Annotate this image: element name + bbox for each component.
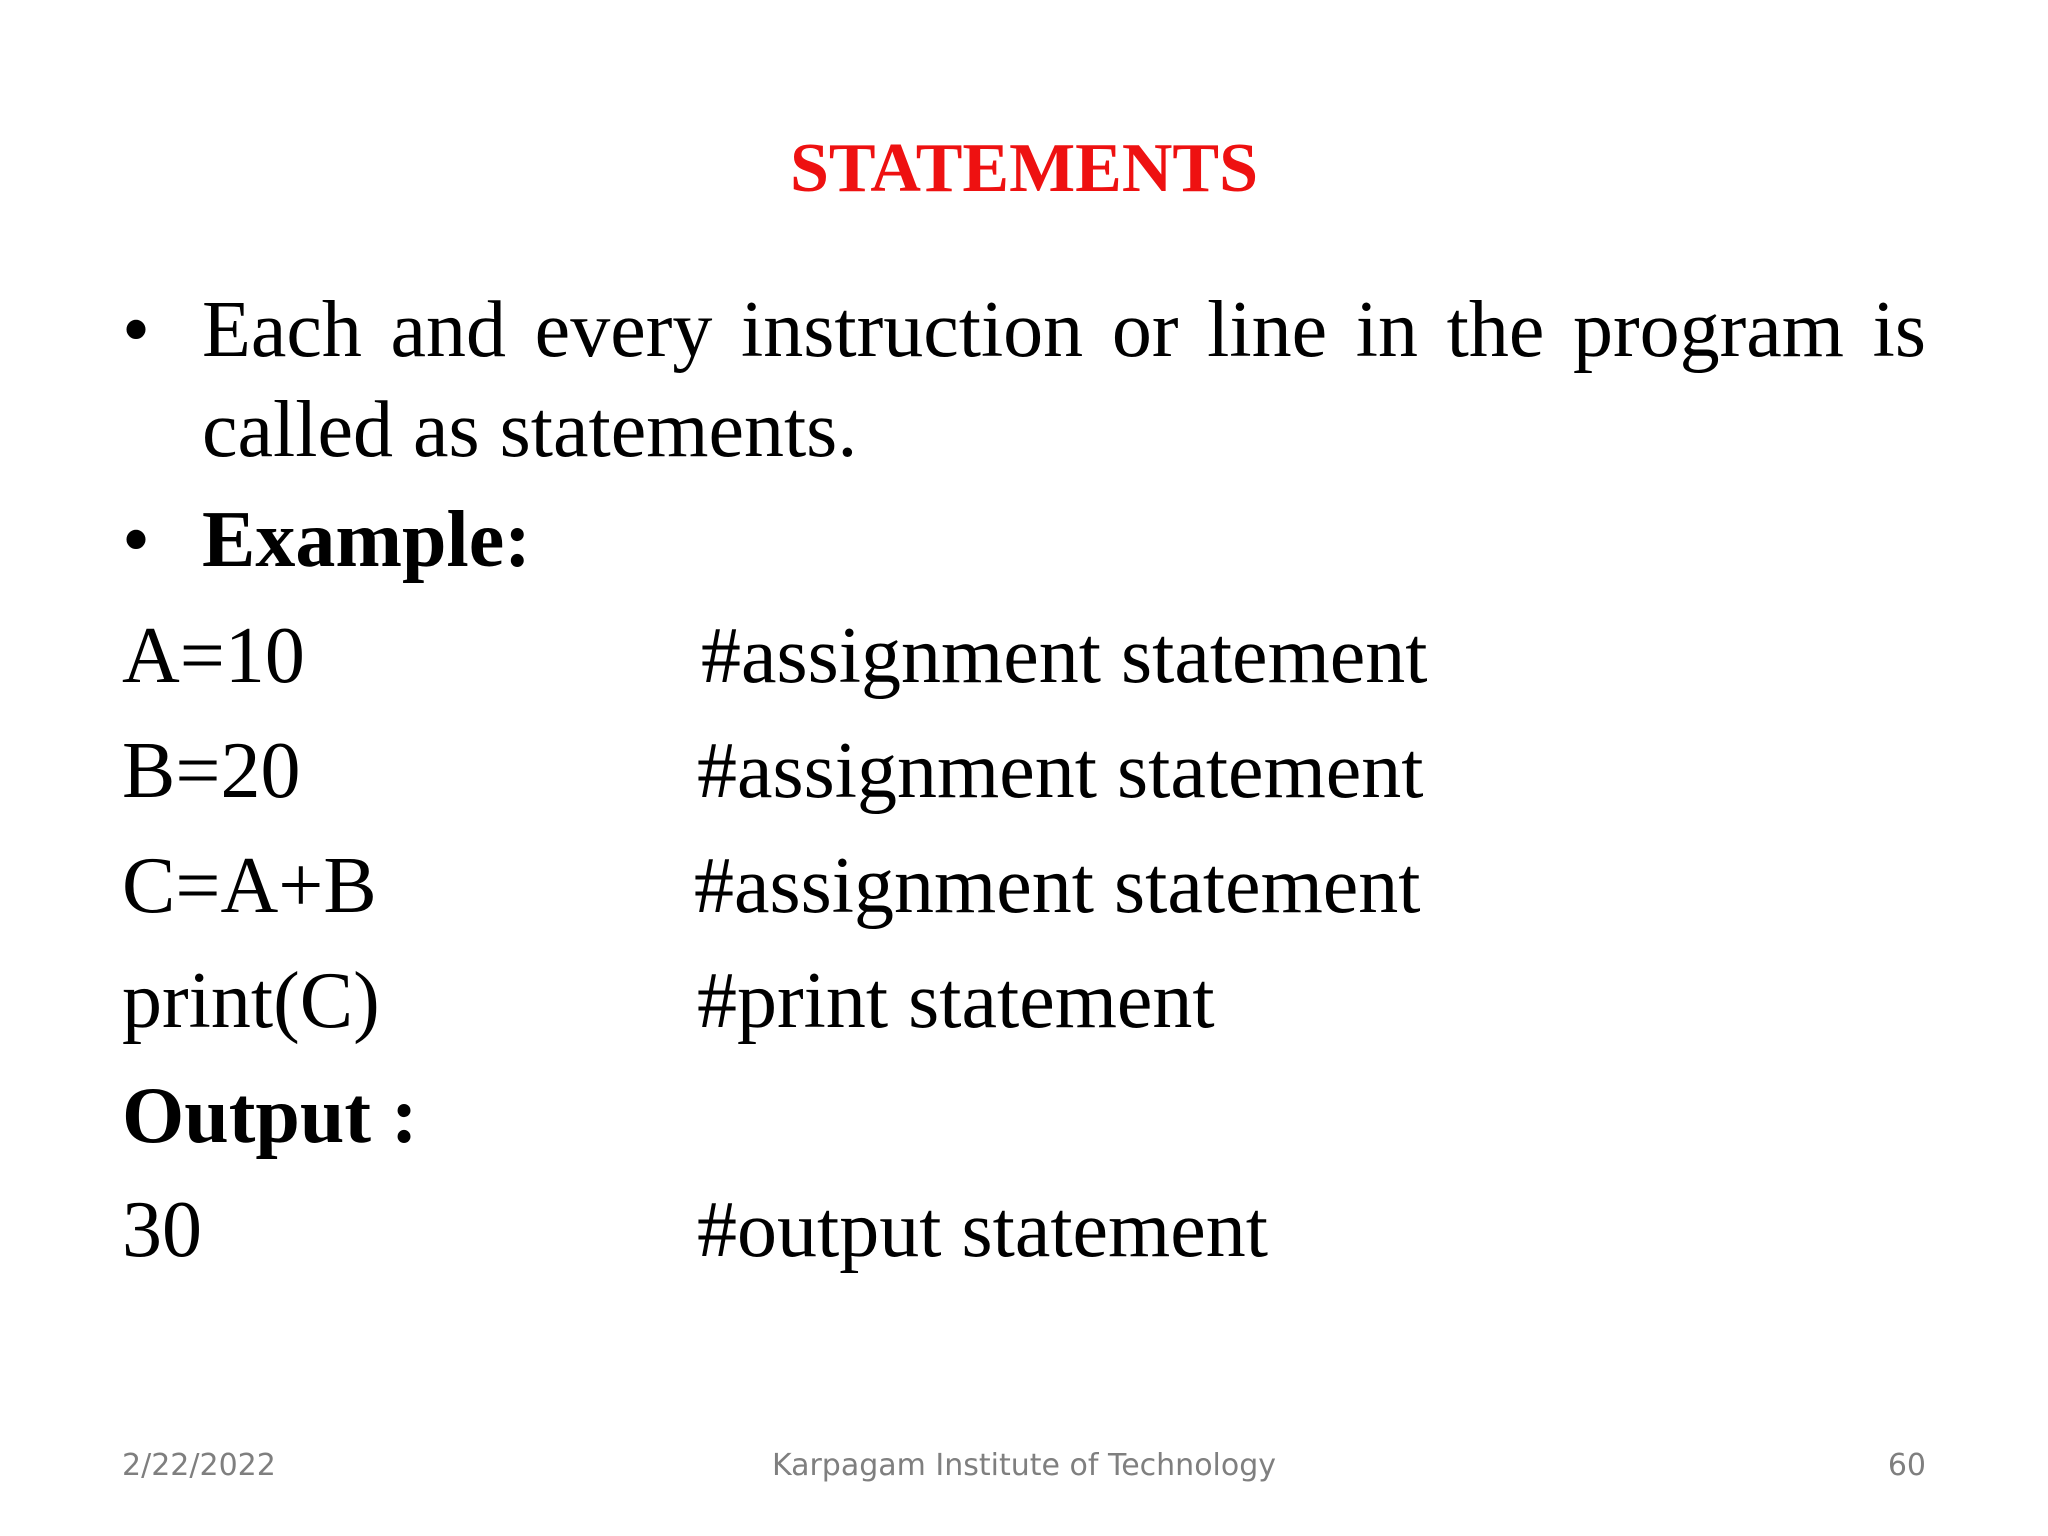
code-statement: B=20 xyxy=(122,727,301,815)
footer-organization: Karpagam Institute of Technology xyxy=(771,1448,1277,1483)
output-heading: Output : xyxy=(122,1072,418,1160)
bullet-item xyxy=(122,280,1926,480)
bullet-item xyxy=(122,490,1926,590)
slide-title: STATEMENTS xyxy=(789,130,1259,207)
footer-date: 2/22/2022 xyxy=(122,1448,276,1483)
code-comment: #assignment statement xyxy=(694,842,1421,930)
bullet-list xyxy=(122,280,1926,590)
code-line xyxy=(122,836,1926,936)
code-line xyxy=(122,951,1926,1051)
footer-page-number: 60 xyxy=(1887,1448,1926,1483)
code-comment: #assignment statement xyxy=(701,612,1428,700)
bullet-text: Each and every instruction or line in the program is called as statements. xyxy=(202,286,1926,474)
code-comment: #assignment statement xyxy=(697,727,1424,815)
example-heading: Example: xyxy=(202,496,531,584)
code-statement: A=10 xyxy=(122,612,305,700)
bullet-marker: • xyxy=(122,496,151,584)
code-statement: C=A+B xyxy=(122,842,377,930)
code-comment: #print statement xyxy=(697,957,1215,1045)
output-comment: #output statement xyxy=(697,1186,1269,1274)
code-line xyxy=(122,606,1926,706)
bullet-marker: • xyxy=(122,286,151,374)
code-statement: print(C) xyxy=(122,957,380,1045)
output-line xyxy=(122,1180,1926,1280)
output-value: 30 xyxy=(122,1186,202,1274)
code-line xyxy=(122,721,1926,821)
